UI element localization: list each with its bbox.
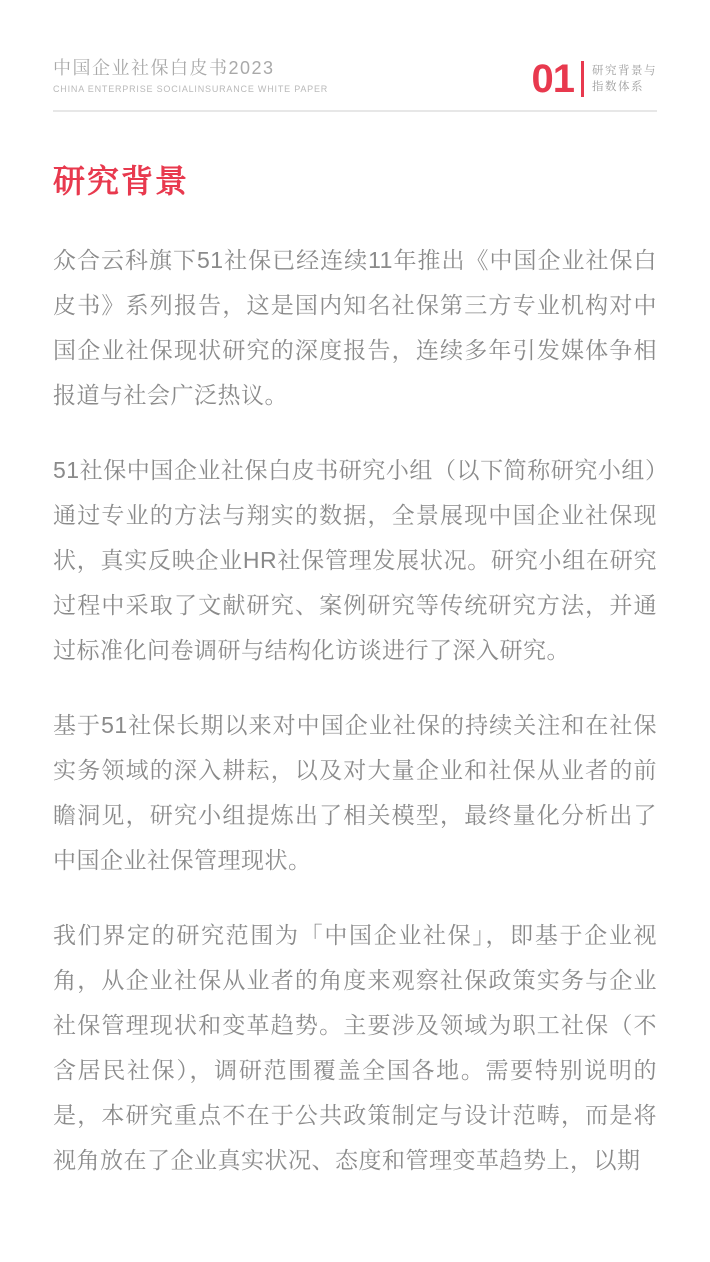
chapter-label-line2: 指数体系	[592, 81, 644, 93]
chapter-marker	[531, 57, 658, 101]
page-body	[53, 162, 657, 1183]
chapter-divider-bar	[581, 61, 584, 97]
document-title-english: CHINA ENTERPRISE SOCIALINSURANCE WHITE PAPER	[53, 84, 329, 94]
header-title-block	[53, 57, 328, 94]
page-header	[53, 0, 657, 101]
paragraph: 51社保中国企业社保白皮书研究小组（以下简称研究小组）通过专业的方法与翔实的数据，全景展现中国企业社保现状，真实反映企业HR社保管理发展状况。研究小组在研究过程中采取了文献研究、案例研究等传统研究方法，并通过标准化问卷调研与结构化访谈进行了深入研究。	[53, 457, 657, 663]
paragraph: 众合云科旗下51社保已经连续11年推出《中国企业社保白皮书》系列报告，这是国内知名社保第三方专业机构对中国企业社保现状研究的深度报告，连续多年引发媒体争相报道与社会广泛热议。	[53, 247, 657, 408]
body-text	[53, 238, 657, 1183]
chapter-label-line1: 研究背景与	[592, 65, 657, 77]
document-title-chinese: 中国企业社保白皮书2023	[53, 58, 275, 78]
paragraph: 我们界定的研究范围为「中国企业社保」，即基于企业视角，从企业社保从业者的角度来观察社保政策实务与企业社保管理现状和变革趋势。主要涉及领域为职工社保（不含居民社保），调研范围覆盖全国各地。需要特别说明的是，本研究重点不在于公共政策制定与设计范畴，而是将视角放在了企业真实状况、态度和管理变革趋势上，以期	[53, 922, 657, 1173]
chapter-label	[592, 63, 657, 95]
chapter-number: 01	[531, 57, 574, 101]
paragraph: 基于51社保长期以来对中国企业社保的持续关注和在社保实务领域的深入耕耘，以及对大量企业和社保从业者的前瞻洞见，研究小组提炼出了相关模型，最终量化分析出了中国企业社保管理现状。	[53, 712, 657, 873]
header-divider-line	[53, 110, 657, 112]
section-title: 研究背景	[53, 163, 190, 199]
